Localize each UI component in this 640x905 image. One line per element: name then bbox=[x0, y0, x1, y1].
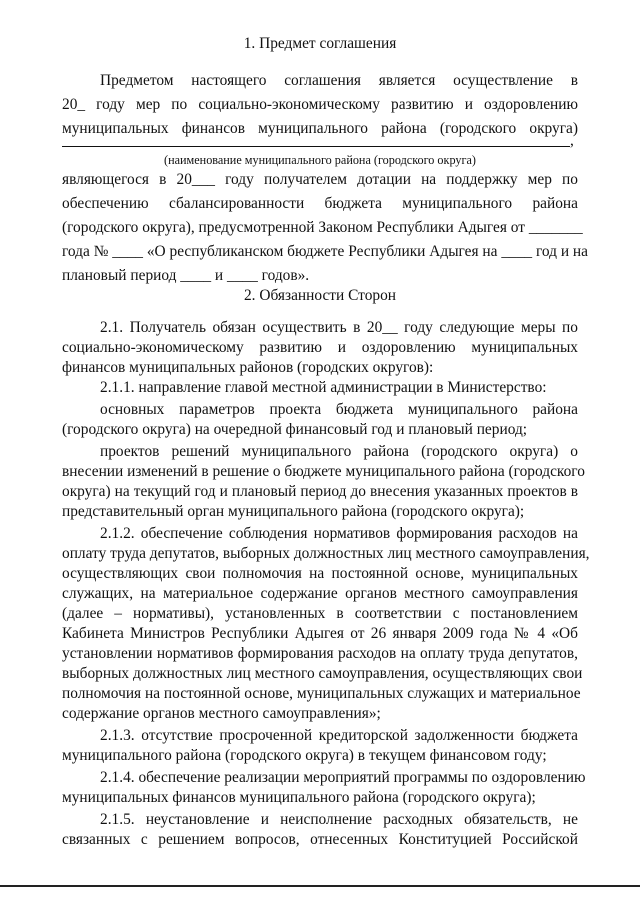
paragraph-line: года № ____ «О республиканском бюджете Республики Адыгея на ____ год и на bbox=[62, 243, 588, 260]
paragraph-line: 2.1.1. направление главой местной администрации в Министерство: bbox=[100, 379, 547, 396]
paragraph-line: внесении изменений в решение о бюджете муниципального района (городского bbox=[62, 463, 585, 480]
blank-caption: (наименование муниципального района (городского округа) bbox=[164, 153, 476, 167]
paragraph-line: округа) на текущий год и плановый период до внесения указанных проектов в bbox=[62, 483, 578, 500]
paragraph-line: Предметом настоящего соглашения является осуществление в bbox=[100, 72, 578, 89]
paragraph-line: муниципального района (городского округа) в текущем финансовом году; bbox=[62, 747, 547, 764]
paragraph-line: полномочия на постоянной основе, муниципальных служащих и материальное bbox=[62, 685, 581, 702]
section-2-heading: 2. Обязанности Сторон bbox=[243, 287, 397, 304]
paragraph-line: (городского округа), предусмотренной Законом Республики Адыгея от _______ bbox=[62, 219, 583, 236]
paragraph-line: 2.1.4. обеспечение реализации мероприятий программы по оздоровлению bbox=[100, 769, 586, 786]
paragraph-line: финансов муниципальных районов (городских округов): bbox=[62, 359, 434, 376]
section-1-heading: 1. Предмет соглашения bbox=[243, 35, 397, 52]
paragraph-line: плановый период ____ и ____ годов». bbox=[62, 267, 310, 284]
paragraph-line: 2.1.2. обеспечение соблюдения нормативов формирования расходов на bbox=[100, 525, 578, 542]
paragraph-line: выборных должностных лиц местного самоуправления, осуществляющих свои bbox=[62, 665, 583, 682]
paragraph-line: представительный орган муниципального района (городского округа); bbox=[62, 503, 525, 520]
paragraph-line: осуществляющих свои полномочия на постоянной основе, муниципальных bbox=[62, 565, 578, 582]
paragraph-line: 20_ году мер по социально-экономическому развитию и оздоровлению bbox=[62, 96, 578, 113]
paragraph-line: Кабинета Министров Республики Адыгея от 26 января 2009 года № 4 «Об bbox=[62, 625, 578, 642]
paragraph-line: 2.1. Получатель обязан осуществить в 20__ году следующие меры по bbox=[100, 319, 578, 336]
page-bottom-edge bbox=[0, 885, 640, 887]
paragraph-line: установлении нормативов формирования расходов на оплату труда депутатов, bbox=[62, 645, 578, 662]
paragraph-line: служащих, на материальное содержание органов местного самоуправления bbox=[62, 585, 578, 602]
blank-fill-line bbox=[62, 146, 570, 147]
paragraph-line: обеспечению сбалансированности бюджета муниципального района bbox=[62, 195, 578, 212]
paragraph-line: содержание органов местного самоуправления»; bbox=[62, 705, 381, 722]
paragraph-line: основных параметров проекта бюджета муниципального района bbox=[100, 401, 578, 418]
paragraph-line: муниципальных финансов муниципального района (городского округа) bbox=[62, 120, 578, 137]
paragraph-line: 2.1.5. неустановление и неисполнение расходных обязательств, не bbox=[100, 811, 578, 828]
paragraph-line: (далее – нормативы), установленных в соответствии с постановлением bbox=[62, 605, 578, 622]
paragraph-line: муниципальных финансов муниципального района (городского округа); bbox=[62, 789, 536, 806]
paragraph-line: проектов решений муниципального района (городского округа) о bbox=[100, 443, 578, 460]
paragraph-line: являющегося в 20___ году получателем дотации на поддержку мер по bbox=[62, 171, 578, 188]
paragraph-line: связанных с решением вопросов, отнесенных Конституцией Российской bbox=[62, 831, 578, 848]
paragraph-line: (городского округа) на очередной финансовый год и плановый период; bbox=[62, 421, 528, 438]
paragraph-line: 2.1.3. отсутствие просроченной кредиторской задолженности бюджета bbox=[100, 727, 578, 744]
paragraph-line: социально-экономическому развитию и оздоровлению муниципальных bbox=[62, 339, 578, 356]
paragraph-line: оплату труда депутатов, выборных должностных лиц местного самоуправления, bbox=[62, 545, 590, 562]
comma-mark: , bbox=[570, 132, 574, 149]
